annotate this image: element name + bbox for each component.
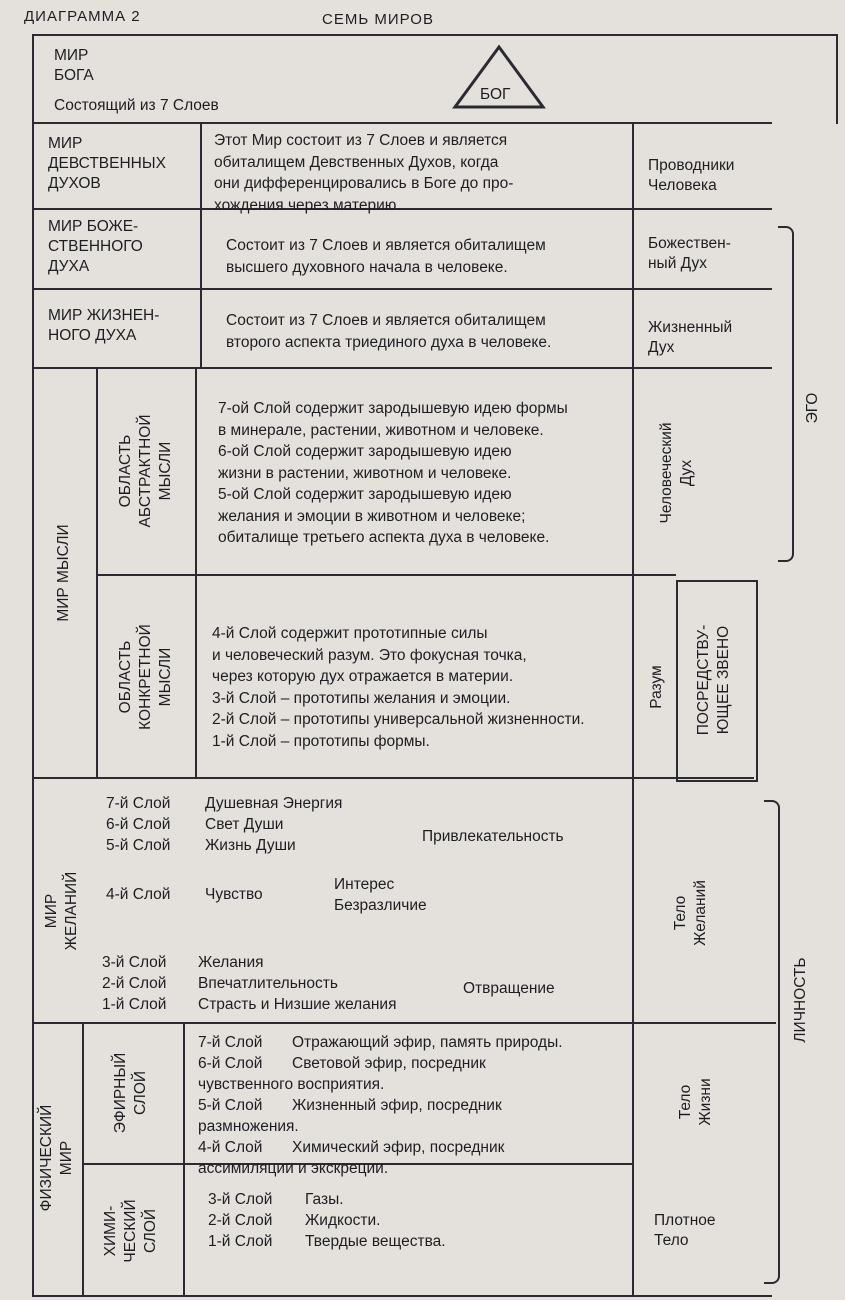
chemical-region-name: ХИМИ- ЧЕСКИЙ СЛОЙ [102,1199,159,1263]
chemical-layer-3-desc: Газы. [305,1191,344,1208]
col-divider [200,122,202,368]
mind-vehicle: Разум [648,665,665,709]
col-divider [632,777,634,1295]
life-spirit-vehicle: Жизненный Дух [648,319,733,356]
row-divider [32,122,772,124]
etheric-layer-5: 5-й Слой [198,1097,263,1114]
ego-label: ЭГО [804,392,821,424]
table-top-border [32,34,838,36]
chemical-layer-1-desc: Твердые вещества. [305,1233,446,1250]
desire-interest-label: Интерес Безразличие [334,876,427,914]
diagram-number: ДИАГРАММА 2 [24,8,141,25]
vital-body-vehicle: Тело Жизни [677,1078,714,1126]
col-divider [195,367,197,778]
etheric-layer-4: 4-й Слой [198,1139,263,1156]
desire-layer-6: 6-й Слой [106,816,171,833]
table-right-border [836,34,838,124]
table-left-border [32,34,34,1296]
desire-layer-3: 3-й Слой [102,954,167,971]
divine-spirit-vehicle: Божествен- ный Дух [648,235,731,272]
world-desire-name: МИР ЖЕЛАНИЙ [43,871,80,951]
etheric-layer-4-cont: ассимиляции и экскреции. [198,1160,389,1177]
desire-layer-7-desc: Душевная Энергия [205,795,343,812]
table-bottom-border [32,1295,772,1297]
personality-label: ЛИЧНОСТЬ [792,957,809,1043]
row-divider [32,1022,776,1024]
desire-repulsion-label: Отвращение [463,980,555,997]
desire-layer-2: 2-й Слой [102,975,167,992]
desire-attraction-label: Привлекательность [422,828,564,845]
ego-bracket [778,226,794,562]
etheric-layer-5-desc: Жизненный эфир, посредник [292,1097,502,1114]
col-divider [632,122,634,778]
world-divine-spirit-name: МИР БОЖЕ- СТВЕННОГО ДУХА [48,218,143,275]
desire-layer-4-desc: Чувство [205,886,263,903]
world-life-spirit-name: МИР ЖИЗНЕН- НОГО ДУХА [48,307,160,344]
world-life-spirit-text: Состоит из 7 Слоев и является обиталищем второго аспекта триединого духа в человеке. [226,312,552,351]
world-virgin-spirits-name: МИР ДЕВСТВЕННЫХ ДУХОВ [48,135,166,192]
col-divider [183,1022,185,1296]
desire-layer-7: 7-й Слой [106,795,171,812]
etheric-layer-6-desc: Световой эфир, посредник [292,1055,486,1072]
etheric-layer-4-desc: Химический эфир, посредник [292,1139,505,1156]
etheric-layer-6: 6-й Слой [198,1055,263,1072]
concrete-thought-text: 4-й Слой содержит прототипные силы и человеческий разум. Это фокусная точка, через которую дух отражается в материи. 3-й Слой – прототипы желания и эмоции. 2-й Слой – прототипы универсальной жизненности. 1-й Слой – прототипы формы. [212,625,585,750]
chemical-layer-2-desc: Жидкости. [305,1212,381,1229]
etheric-layer-7-desc: Отражающий эфир, память природы. [292,1034,563,1051]
desire-layer-5-desc: Жизнь Души [205,837,296,854]
chemical-layer-3: 3-й Слой [208,1191,273,1208]
vehicles-of-man-label: Проводники Человека [648,157,735,194]
concrete-thought-region-name: ОБЛАСТЬ КОНКРЕТНОЙ МЫСЛИ [117,624,174,730]
desire-body-vehicle: Тело Желаний [672,880,709,946]
dense-body-vehicle: Плотное Тело [654,1212,716,1249]
col-divider [96,367,98,778]
abstract-thought-region-name: ОБЛАСТЬ АБСТРАКТНОЙ МЫСЛИ [117,414,174,528]
world-divine-spirit-text: Состоит из 7 Слоев и является обиталищем высшего духовного начала в человеке. [226,237,546,276]
intermediary-link-label: ПОСРЕДСТВУ- ЮЩЕЕ ЗВЕНО [695,624,732,736]
abstract-thought-text: 7-ой Слой содержит зародышевую идею формы в минерале, растении, животном и человеке. 6-ой Слой содержит зародышевую идею жизни в растении, животном и человеке. 5-ой Слой содержит зародышевую идею желания и эмоции в животном и человеке; обиталище третьего аспекта духа в человеке. [218,400,568,546]
desire-layer-3-desc: Желания [198,954,264,971]
row-divider [96,574,676,576]
etheric-layer-6-cont: чувственного восприятия. [198,1076,385,1093]
world-thought-name: МИР МЫСЛИ [55,524,72,622]
world-physical-name: ФИЗИЧЕСКИЙ МИР [38,1104,75,1212]
human-spirit-vehicle: Человеческий Дух [658,422,695,524]
etheric-region-name: ЭФИРНЫЙ СЛОЙ [112,1052,149,1134]
row-divider [32,777,754,779]
god-symbol-label: БОГ [480,86,511,103]
desire-layer-6-desc: Свет Души [205,816,284,833]
diagram-title: СЕМЬ МИРОВ [322,11,434,28]
personality-bracket [764,800,780,1284]
etheric-layer-5-cont: размножения. [198,1118,299,1135]
desire-layer-2-desc: Впечатлительность [198,975,338,992]
desire-layer-1-desc: Страсть и Низшие желания [198,996,397,1013]
row-divider [32,288,772,290]
world-god-subtitle: Состоящий из 7 Слоев [54,97,219,114]
desire-layer-5: 5-й Слой [106,837,171,854]
desire-layer-1: 1-й Слой [102,996,167,1013]
chemical-layer-1: 1-й Слой [208,1233,273,1250]
col-divider [82,1022,84,1296]
row-divider [32,367,772,369]
world-god-name: МИР БОГА [54,47,94,84]
chemical-layer-2: 2-й Слой [208,1212,273,1229]
desire-layer-4: 4-й Слой [106,886,171,903]
world-virgin-spirits-text: Этот Мир состоит из 7 Слоев и является обиталищем Девственных Духов, когда они дифференцировались в Боге до про- хождения через материю. [214,132,514,214]
etheric-layer-7: 7-й Слой [198,1034,263,1051]
